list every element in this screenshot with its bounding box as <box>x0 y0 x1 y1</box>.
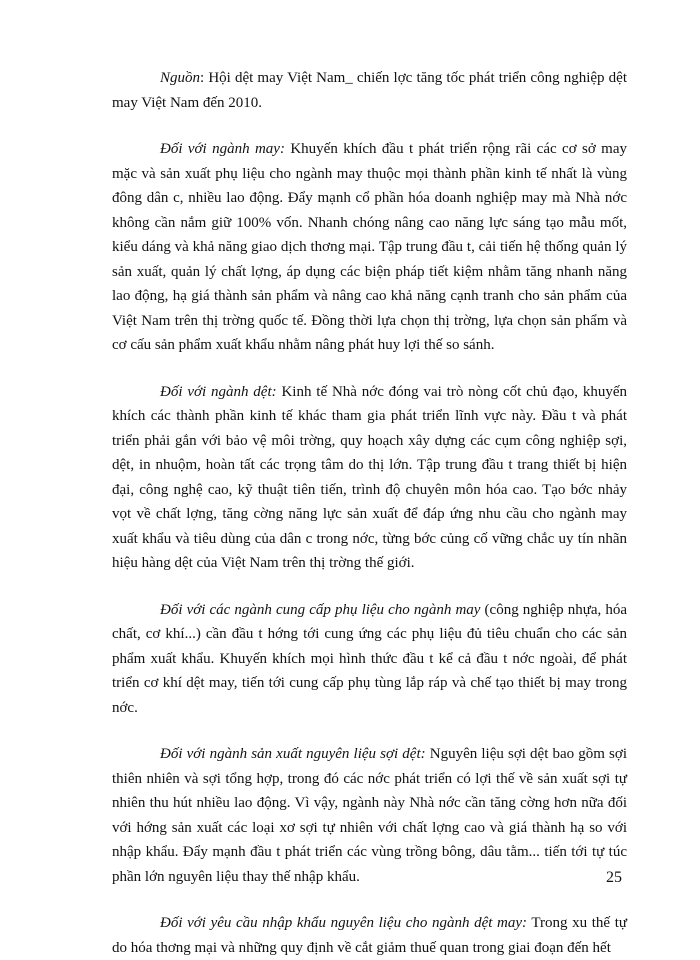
paragraph-heading: Đối với các ngành cung cấp phụ liệu cho ngành may <box>160 601 481 618</box>
paragraph-text: Kinh tế Nhà nớc đóng vai trò nòng cốt chủ đạo, khuyến khích các thành phần kinh tế khác tham gia phát triển lĩnh vực này. Đầu t và phát triển phải gắn với bảo vệ môi trờng, quy hoạch xây dựng các cụm công nghiệp sợi, dệt, in nhuộm, hoàn tất các trọng tâm do thị lớn. Tập trung đầu t trang thiết bị hiện đại, công nghệ cao, kỹ thuật tiên tiến, trình độ chuyên môn hóa cao. Tạo bớc nhảy vọt về chất lợng, tăng cờng năng lực sản xuất để đáp ứng nhu cầu cho ngành may xuất khẩu và tiêu dùng của dân c trong nớc, từng bớc củng cố vững chắc uy tín nhãn hiệu hàng dệt của Việt Nam trên thị trờng thế giới. <box>112 383 627 571</box>
paragraph-heading: Đối với ngành sản xuất nguyên liệu sợi dệt: <box>160 746 426 762</box>
source-citation <box>112 66 627 115</box>
paragraph-heading: Đối với ngành dệt: <box>160 383 277 400</box>
paragraph-text: (công nghiệp nhựa, hóa chất, cơ khí...) cần đầu t hớng tới cung ứng các phụ liệu đủ tiêu chuẩn cho các sản phẩm xuất khẩu. Khuyến khích mọi hình thức đầu t kể cả đầu t nớc ngoài, để phát triển cơ khí dệt may, tiến tới cung cấp phụ tùng lắp ráp và chế tạo thiết bị may trong nớc. <box>112 601 627 716</box>
page-body <box>112 66 627 960</box>
paragraph-material-import <box>112 911 627 960</box>
source-label: Nguồn <box>160 70 201 86</box>
paragraph-textile-industry <box>112 380 627 576</box>
paragraph-text: Trong xu thế tự do hóa thơng mại và những quy định về cắt giảm thuế quan trong giai đoạn đến hết <box>112 915 627 956</box>
paragraph-text: Khuyến khích đầu t phát triển rộng rãi các cơ sở may mặc và sản xuất phụ liệu cho ngành may thuộc mọi thành phần kinh tế nhất là vùng đông dân c, nhiều lao động. Đẩy mạnh cổ phần hóa doanh nghiệp may mà Nhà nớc không cần nắm giữ 100% vốn. Nhanh chóng nâng cao năng lực sáng tạo mẫu mốt, kiểu dáng và khả năng giao dịch thơng mại. Tập trung đầu t, cải tiến hệ thống quản lý sản xuất, quản lý chất lợng, áp dụng các biện pháp tiết kiệm nhằm tăng nhanh năng lao động, hạ giá thành sản phẩm và nâng cao khả năng cạnh tranh cho sản phẩm của Việt Nam trên thị trờng quốc tế. Đồng thời lựa chọn thị trờng, lựa chọn sản phẩm và cơ cấu sản phẩm xuất khẩu nhằm nâng phát huy lợi thế so sánh. <box>112 141 627 353</box>
paragraph-heading: Đối với ngành may: <box>160 141 285 157</box>
paragraph-fiber-production <box>112 742 627 889</box>
paragraph-garment-industry <box>112 137 627 358</box>
source-text: : Hội dệt may Việt Nam_ chiến lợc tăng tốc phát triển công nghiệp dệt may Việt Nam đến 2010. <box>112 70 627 111</box>
page-number: 25 <box>606 869 622 886</box>
paragraph-accessory-supply <box>112 598 627 721</box>
paragraph-heading: Đối với yêu cầu nhập khẩu nguyên liệu cho ngành dệt may: <box>160 915 528 931</box>
paragraph-text: Nguyên liệu sợi dệt bao gồm sợi thiên nhiên và sợi tổng hợp, trong đó các nớc phát triển có lợi thế về sản xuất sợi tự nhiên thu hút nhiều lao động. Vì vậy, ngành này Nhà nớc cần tăng cờng hơn nữa đối với hớng sản xuất các loại xơ sợi tự nhiên với chất lợng cao và giá thành hạ so với nhập khẩu. Đẩy mạnh đầu t phát triển các vùng trồng bông, dâu tằm... tiến tới tự túc phần lớn nguyên liệu thay thế nhập khẩu. <box>112 746 627 885</box>
